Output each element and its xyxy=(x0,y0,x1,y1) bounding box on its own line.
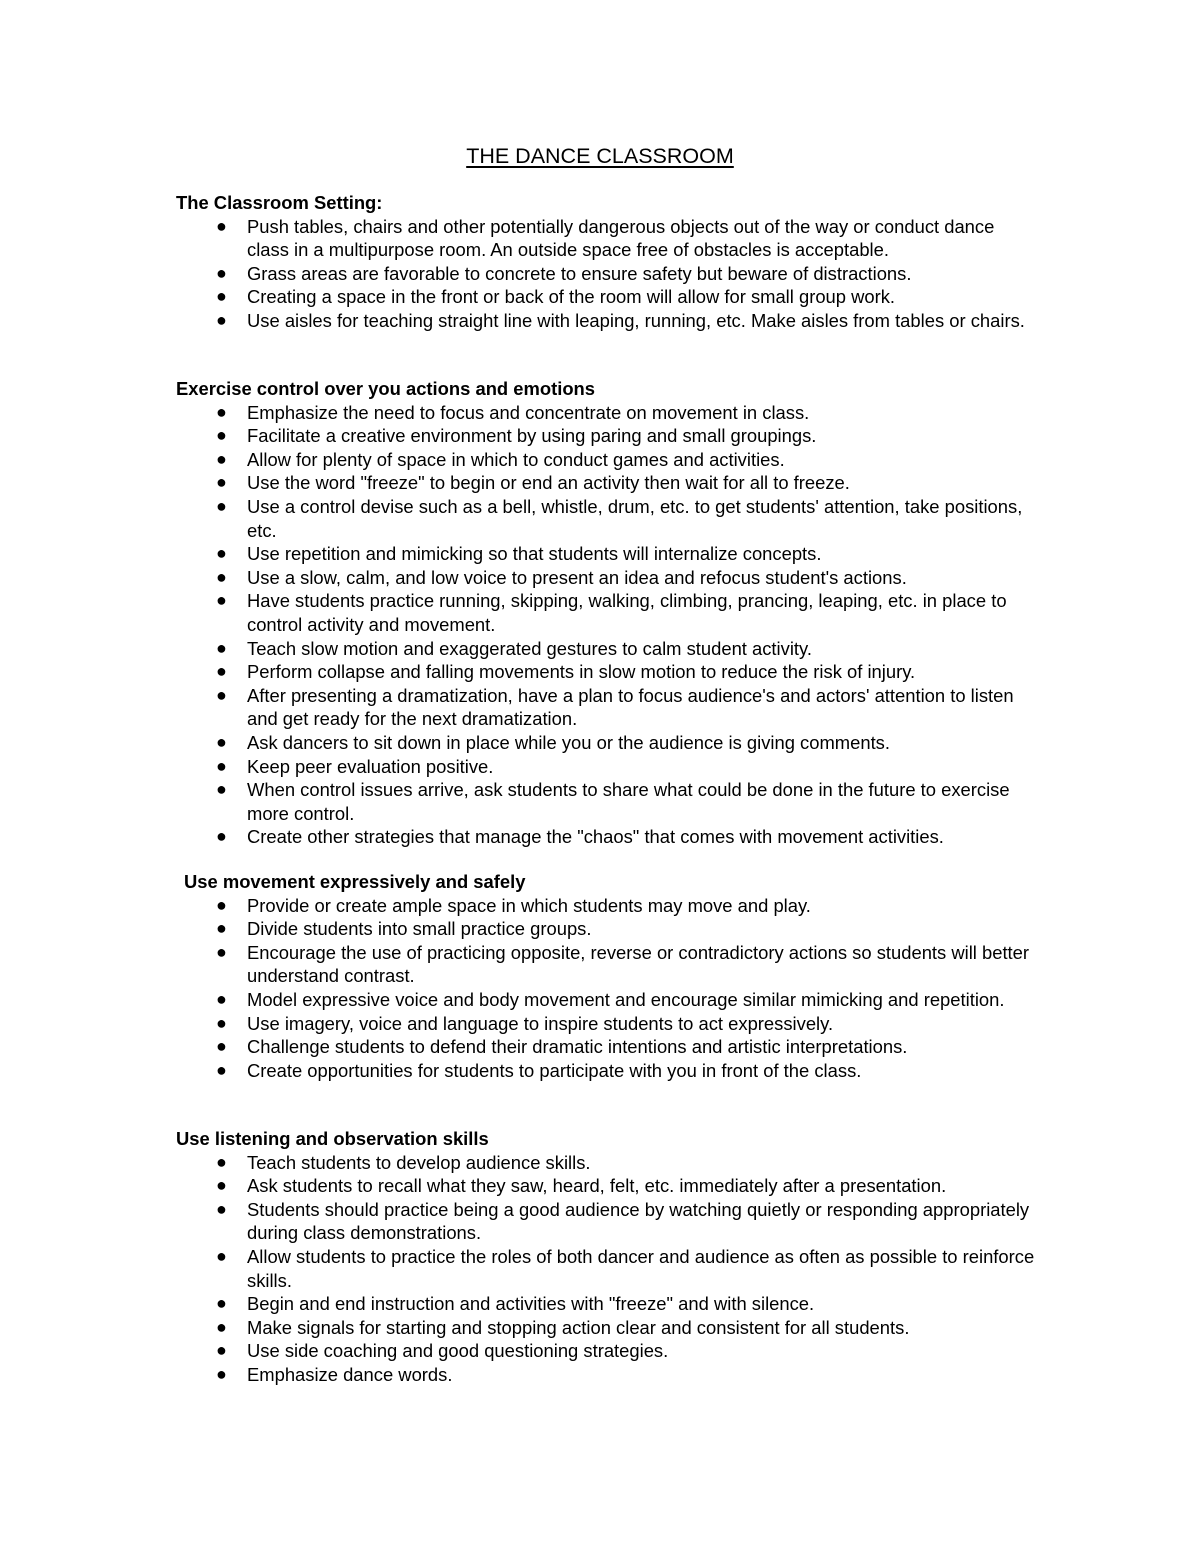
bullet-icon: ● xyxy=(216,1012,227,1033)
bullet-icon: ● xyxy=(216,988,227,1009)
list-item: ● Facilitate a creative environment by using paring and small groupings. xyxy=(216,425,817,447)
bullet-icon: ● xyxy=(216,286,227,307)
list-item: ● Use repetition and mimicking so that students will internalize concepts. xyxy=(216,543,822,565)
bullet-icon: ● xyxy=(216,779,227,800)
bullet-icon: ● xyxy=(216,401,227,422)
bullet-icon: ● xyxy=(216,755,227,776)
bullet-icon: ● xyxy=(216,1036,227,1057)
bullet-icon: ● xyxy=(216,1340,227,1361)
list-item: ● After presenting a dramatization, have a plan to focus audience's and actors' attention to listen and get ready for the next dramatization. xyxy=(216,684,1014,730)
list-item: ● Grass areas are favorable to concrete to ensure safety but beware of distractions. xyxy=(216,262,912,284)
bullet-icon: ● xyxy=(216,941,227,962)
bullet-icon: ● xyxy=(216,661,227,682)
list-item: ● Have students practice running, skipping, walking, climbing, prancing, leaping, etc. in place to control activity and movement. xyxy=(216,590,1007,635)
list-item: ● Begin and end instruction and activities with "freeze" and with silence. xyxy=(216,1293,815,1315)
bullet-icon: ● xyxy=(216,309,227,330)
list-item: ● Ask students to recall what they saw, heard, felt, etc. immediately after a presentation. xyxy=(216,1175,947,1197)
bullet-icon: ● xyxy=(216,495,227,516)
list-item: ● Allow for plenty of space in which to conduct games and activities. xyxy=(216,448,785,470)
bullet-icon: ● xyxy=(216,1059,227,1080)
list-item: ● Emphasize dance words. xyxy=(216,1363,453,1385)
list-item: ● Use aisles for teaching straight line with leaping, running, etc. Make aisles from tables or chairs. xyxy=(216,309,1025,331)
bullet-icon: ● xyxy=(216,1151,227,1172)
list-item: ● Keep peer evaluation positive. xyxy=(216,755,494,777)
bullet-icon: ● xyxy=(216,1363,227,1384)
bullet-icon: ● xyxy=(216,566,227,587)
list-item: ● Students should practice being a good audience by watching quietly or responding appropriately during class demonstrations. xyxy=(216,1198,1030,1244)
list-item: ● Ask dancers to sit down in place while you or the audience is giving comments. xyxy=(216,731,890,753)
bullet-icon: ● xyxy=(216,472,227,493)
list-item: ● Use the word "freeze" to begin or end an activity then wait for all to freeze. xyxy=(216,472,850,494)
list-item: ● Challenge students to defend their dramatic intentions and artistic interpretations. xyxy=(216,1036,908,1058)
bullet-icon: ● xyxy=(216,731,227,752)
list-item: ● Provide or create ample space in which students may move and play. xyxy=(216,894,811,916)
list-item: ● Push tables, chairs and other potentially dangerous objects out of the way or conduct dance class in a multipurpose room. An outside space free of obstacles is acceptable. xyxy=(216,215,995,261)
section-movement-expressively xyxy=(176,870,1036,1082)
list-item: ● Teach students to develop audience skills. xyxy=(216,1151,591,1173)
bullet-icon: ● xyxy=(216,1175,227,1196)
bullet-list xyxy=(176,215,1036,333)
section-heading: The Classroom Setting: xyxy=(176,192,383,213)
list-item: ● Divide students into small practice groups. xyxy=(216,918,592,940)
list-item: ● Creating a space in the front or back of the room will allow for small group work. xyxy=(216,286,896,308)
list-item: ● Model expressive voice and body movement and encourage similar mimicking and repetition. xyxy=(216,988,1005,1010)
list-item: ● Use imagery, voice and language to inspire students to act expressively. xyxy=(216,1012,834,1034)
list-item: ● Allow students to practice the roles of both dancer and audience as often as possible to reinforce skills. xyxy=(216,1245,1035,1291)
bullet-list xyxy=(176,401,1036,849)
list-item: ● Teach slow motion and exaggerated gestures to calm student activity. xyxy=(216,637,812,659)
bullet-icon: ● xyxy=(216,215,227,236)
bullet-icon: ● xyxy=(216,262,227,283)
list-item: ● Use side coaching and good questioning strategies. xyxy=(216,1340,669,1362)
bullet-icon: ● xyxy=(216,918,227,939)
bullet-icon: ● xyxy=(216,543,227,564)
bullet-icon: ● xyxy=(216,826,227,847)
bullet-icon: ● xyxy=(216,1316,227,1337)
list-item: ● Use a slow, calm, and low voice to present an idea and refocus student's actions. xyxy=(216,566,907,588)
bullet-icon: ● xyxy=(216,637,227,658)
bullet-icon: ● xyxy=(216,894,227,915)
section-heading: Exercise control over you actions and emotions xyxy=(176,378,596,399)
page-title: THE DANCE CLASSROOM xyxy=(466,144,734,168)
bullet-icon: ● xyxy=(216,1293,227,1314)
bullet-icon: ● xyxy=(216,590,227,611)
section-heading: Use movement expressively and safely xyxy=(184,871,526,892)
list-item: ● Use a control devise such as a bell, whistle, drum, etc. to get students' attention, take positions, etc. xyxy=(216,495,1023,541)
section-heading: Use listening and observation skills xyxy=(176,1128,489,1149)
bullet-icon: ● xyxy=(216,1198,227,1219)
section-classroom-setting xyxy=(176,191,1036,333)
bullet-list xyxy=(176,894,1036,1083)
list-item: ● When control issues arrive, ask students to share what could be done in the future to exercise more control. xyxy=(216,779,1010,824)
bullet-icon: ● xyxy=(216,448,227,469)
list-item: ● Emphasize the need to focus and concentrate on movement in class. xyxy=(216,401,810,423)
list-item: ● Perform collapse and falling movements in slow motion to reduce the risk of injury. xyxy=(216,661,916,683)
section-listening-observation xyxy=(176,1127,1036,1387)
bullet-icon: ● xyxy=(216,1245,227,1266)
bullet-icon: ● xyxy=(216,684,227,705)
list-item: ● Make signals for starting and stopping action clear and consistent for all students. xyxy=(216,1316,910,1338)
bullet-icon: ● xyxy=(216,425,227,446)
list-item: ● Create other strategies that manage the "chaos" that comes with movement activities. xyxy=(216,826,944,848)
bullet-list xyxy=(176,1151,1036,1387)
section-exercise-control xyxy=(176,377,1036,849)
list-item: ● Create opportunities for students to participate with you in front of the class. xyxy=(216,1059,862,1081)
list-item: ● Encourage the use of practicing opposite, reverse or contradictory actions so students will better understand contrast. xyxy=(216,941,1030,987)
